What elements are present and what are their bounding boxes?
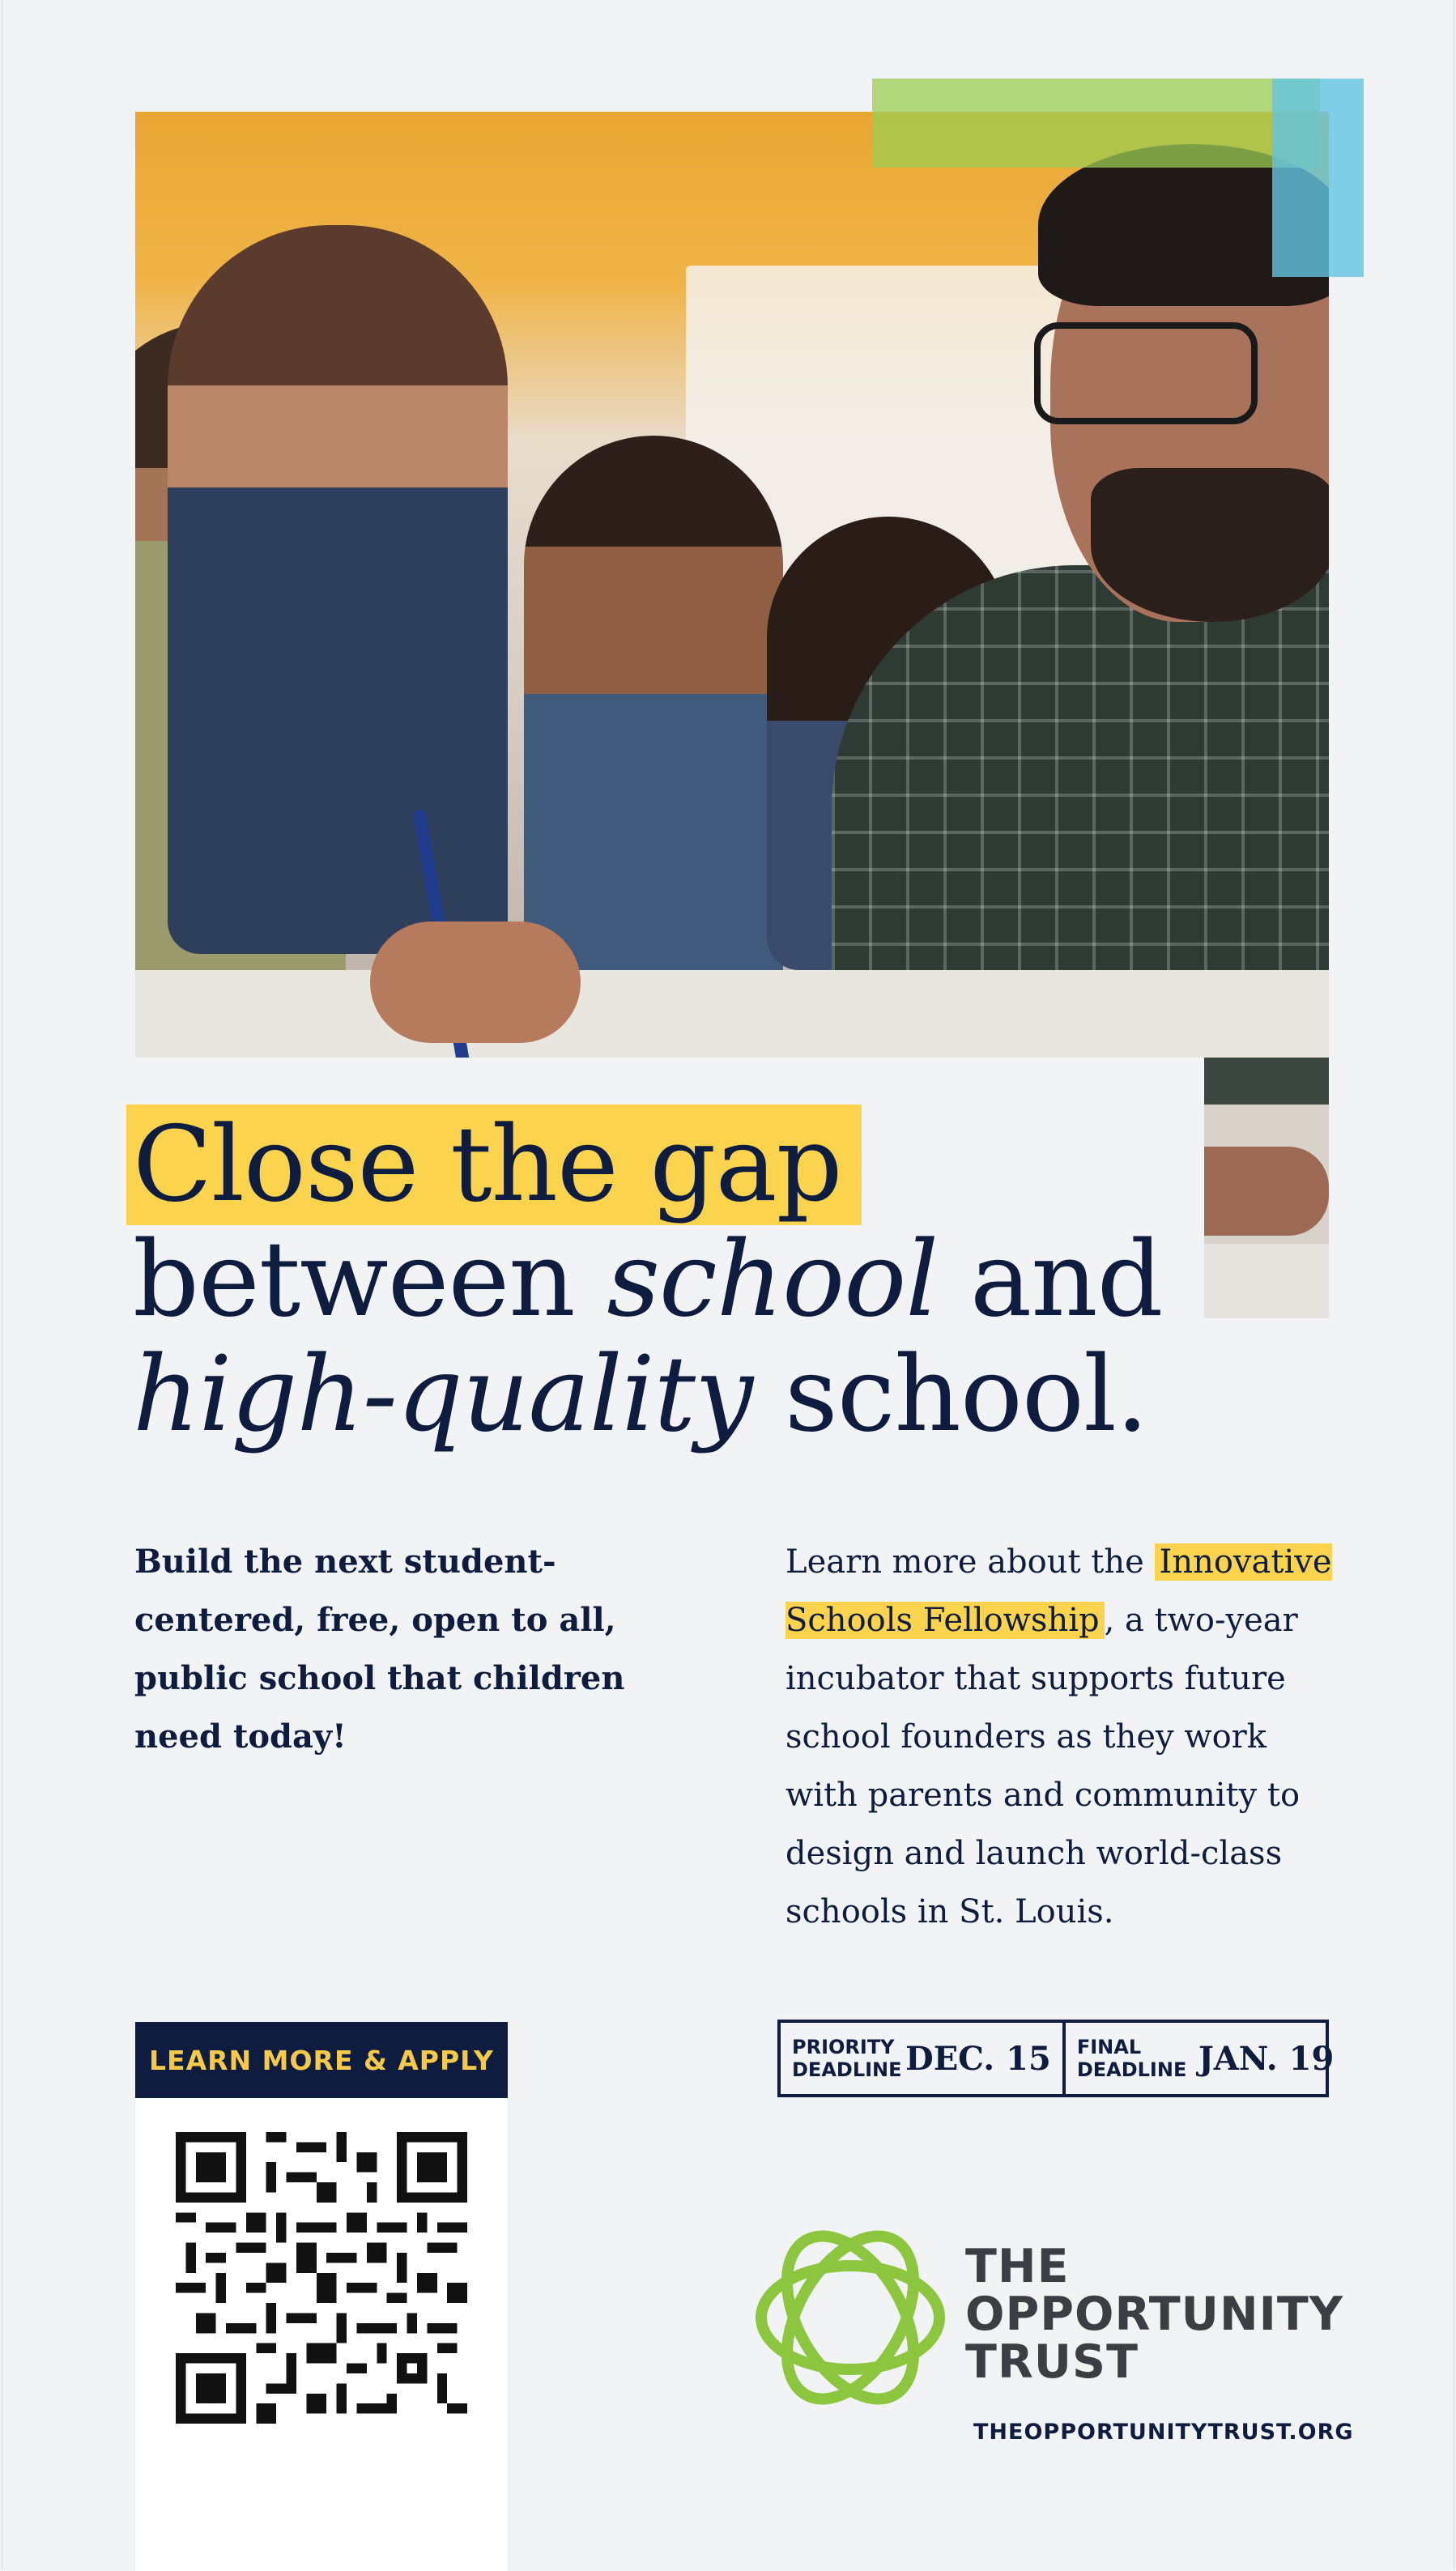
- learn-more-apply-button[interactable]: LEARN MORE & APPLY: [135, 2022, 508, 2098]
- deadline-label-line: DEADLINE: [1076, 2058, 1187, 2081]
- deadline-date: JAN. 19: [1198, 2039, 1335, 2078]
- photo-teacher-glasses: [1034, 322, 1258, 424]
- photo-hand: [370, 922, 581, 1043]
- deadline-label: [792, 2036, 905, 2081]
- deadlines-box: [777, 2020, 1335, 2097]
- headline-text: and: [938, 1220, 1163, 1340]
- logo-line: THE: [965, 2240, 1070, 2293]
- website-link[interactable]: THEOPPORTUNITYTRUST.ORG: [973, 2420, 1354, 2445]
- headline-text: school.: [752, 1334, 1148, 1455]
- hero-photo: [135, 112, 1329, 1058]
- logo-line: OPPORTUNITY: [965, 2288, 1344, 2341]
- headline-line-2: [133, 1220, 1267, 1340]
- headline-emphasis: school: [607, 1220, 939, 1340]
- green-interlocking-rings-icon: [753, 2220, 947, 2415]
- headline-emphasis: high-quality: [133, 1334, 753, 1455]
- deadline-label-line: PRIORITY: [792, 2036, 895, 2058]
- logo-line: TRUST: [965, 2335, 1139, 2389]
- qr-code-icon[interactable]: [176, 2132, 467, 2424]
- deadline-label-line: FINAL: [1076, 2036, 1142, 2058]
- photo-teacher-beard: [1091, 468, 1329, 622]
- headline-text: between: [133, 1220, 607, 1340]
- fellowship-name-highlight: Innovative Schools Fellowship: [785, 1543, 1332, 1639]
- fellowship-copy-text: Learn more about the: [785, 1543, 1155, 1581]
- deadline-label: [1077, 2036, 1198, 2081]
- fellowship-copy-text: , a two-year incubator that supports future school founders as they work with parents and community to design and launch world-class schools in St. Louis.: [785, 1602, 1301, 1930]
- headline-highlight: Close the gap: [126, 1105, 862, 1225]
- qr-panel: [135, 2098, 508, 2571]
- final-deadline: [1062, 2023, 1345, 2094]
- accent-blue-rectangle: [1272, 79, 1364, 277]
- deadline-date: DEC. 15: [905, 2039, 1051, 2078]
- priority-deadline: [781, 2023, 1062, 2094]
- fellowship-copy: [785, 1533, 1336, 1941]
- headline-line-3: [133, 1334, 1267, 1455]
- deadline-label-line: DEADLINE: [792, 2058, 902, 2081]
- intro-copy: Build the next student-centered, free, open to all, public school that children need today!: [134, 1543, 625, 1756]
- headline: [133, 1105, 1267, 1455]
- headline-line-1: [133, 1105, 1267, 1225]
- photo-table: [135, 970, 1329, 1058]
- accent-green-rectangle: [872, 79, 1320, 168]
- photo-child-standing: [168, 225, 508, 954]
- organization-logo-text: [965, 2240, 1344, 2389]
